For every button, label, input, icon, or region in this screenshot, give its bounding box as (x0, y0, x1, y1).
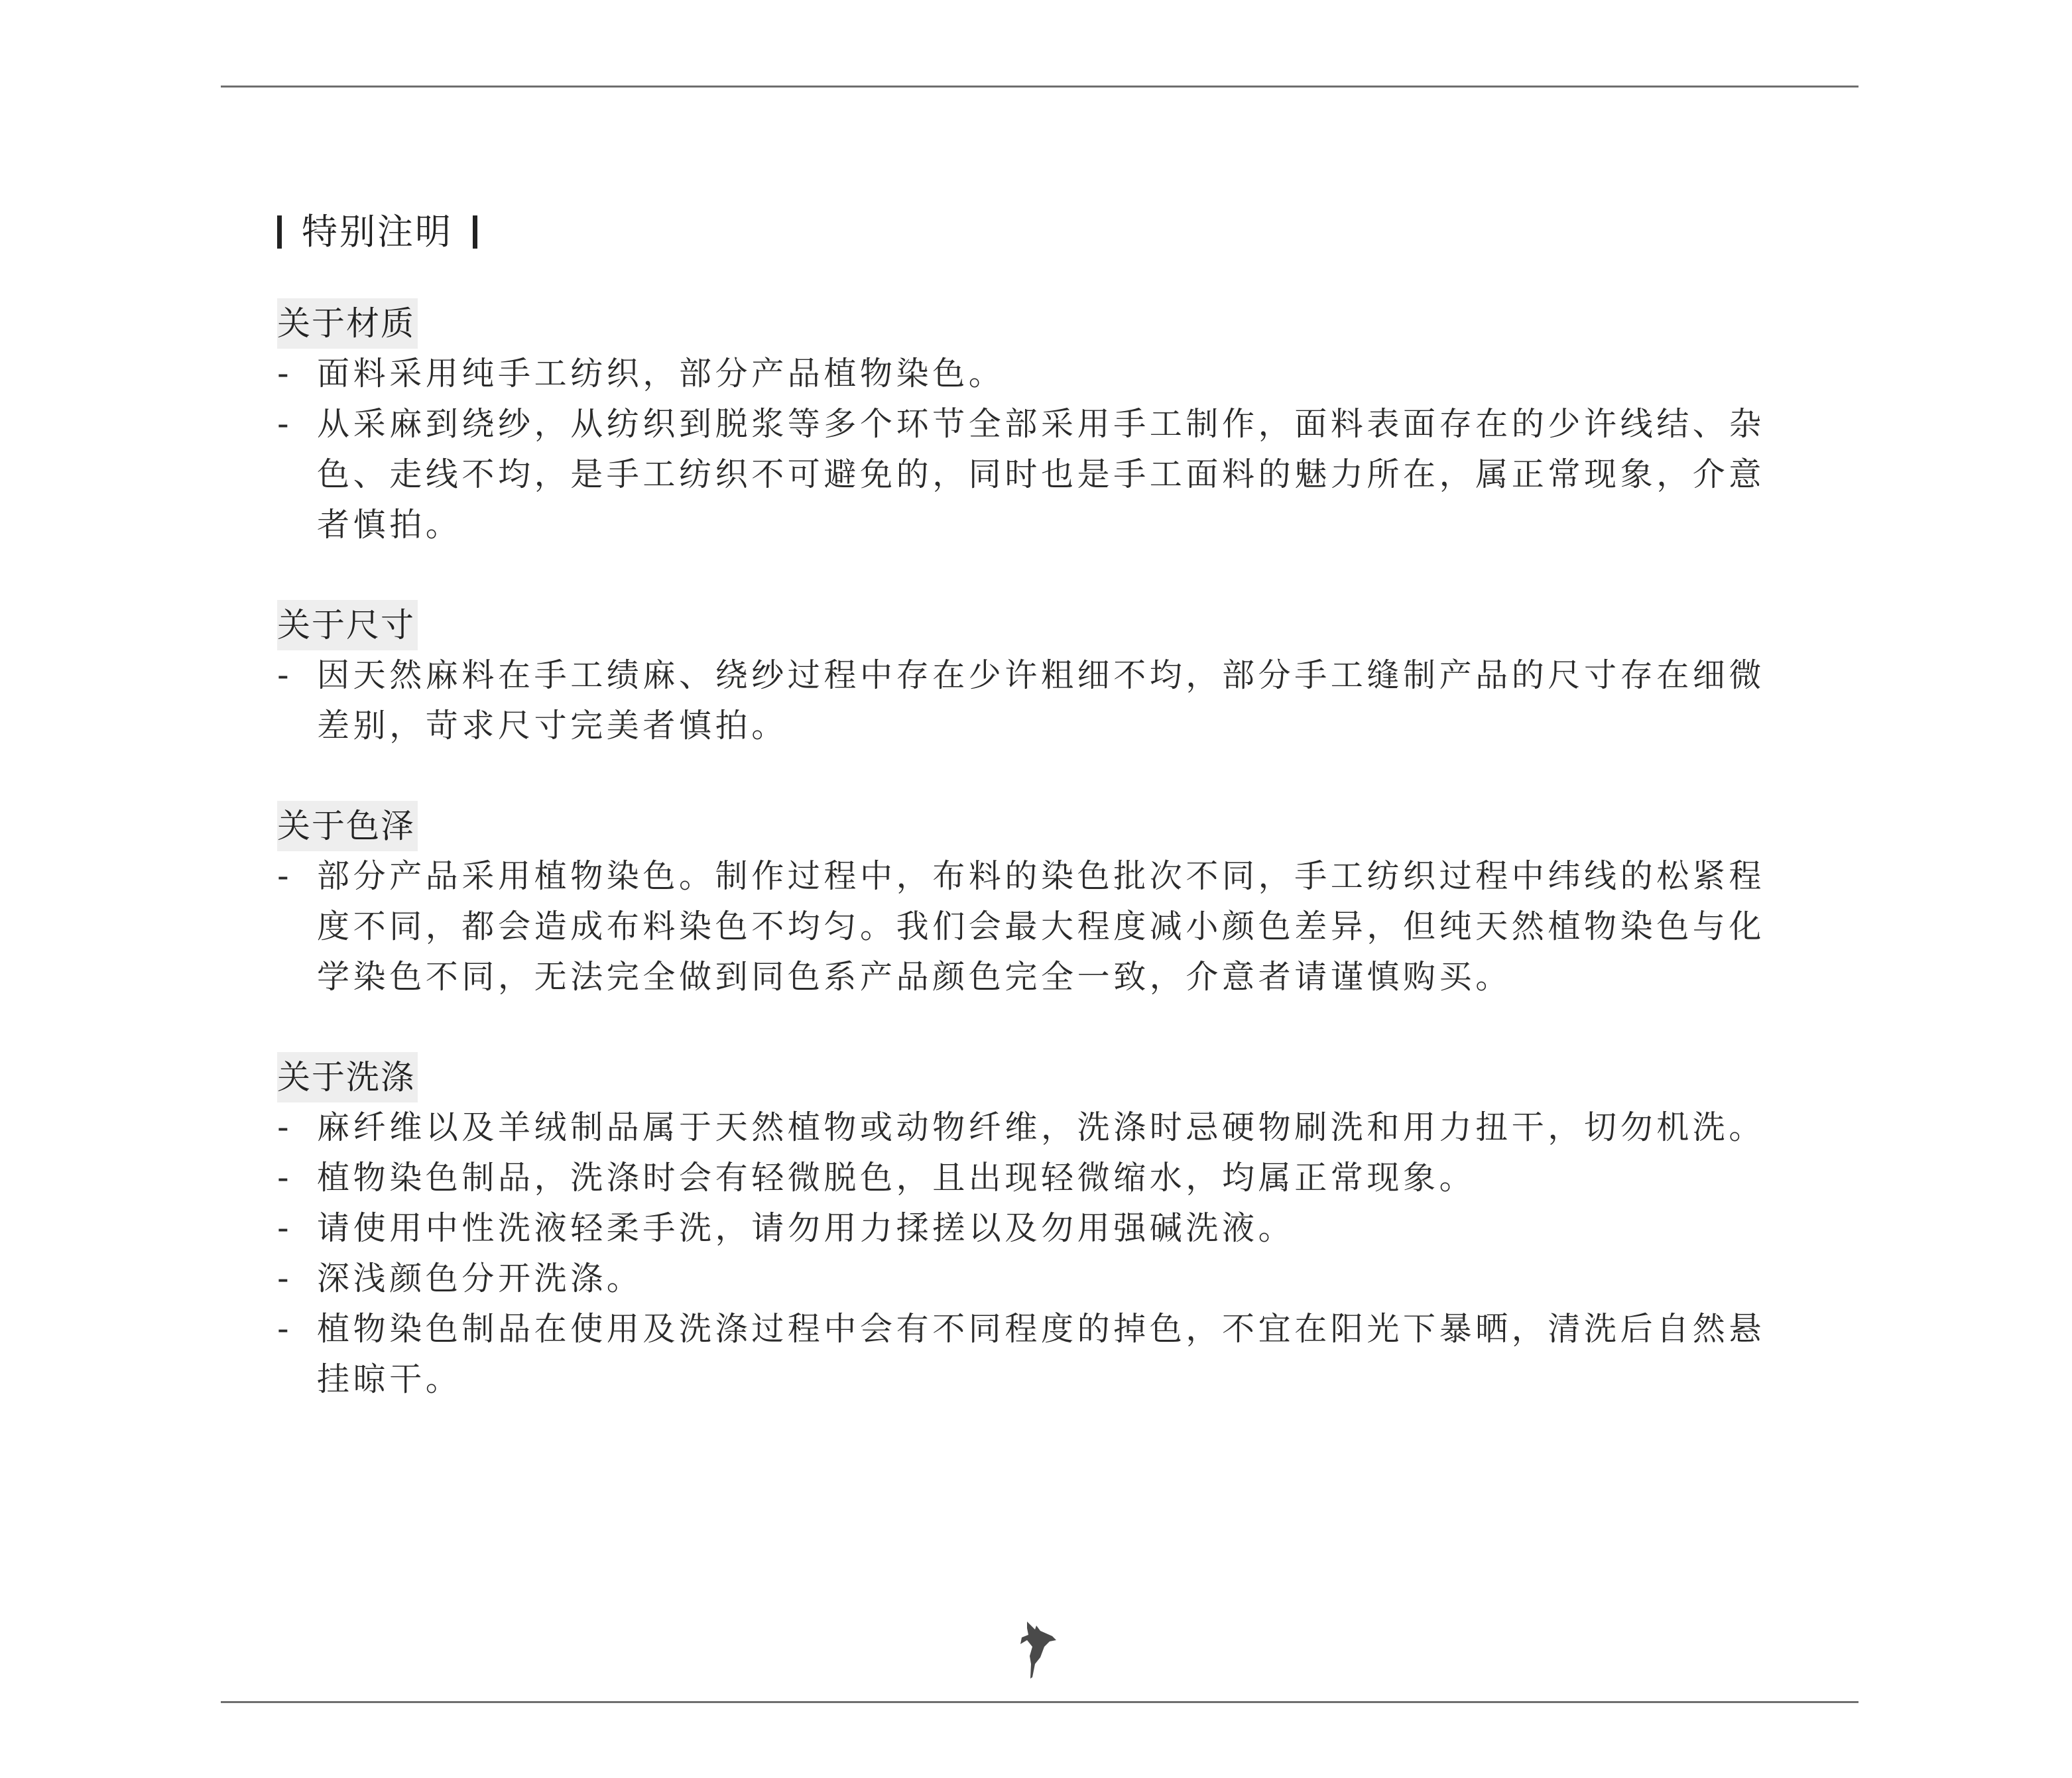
list-item (277, 650, 1789, 751)
bullet-list (277, 650, 1789, 751)
title-bar-right (473, 215, 477, 249)
bird-silhouette-graphic (1018, 1618, 1058, 1684)
list-item (277, 1254, 1789, 1304)
list-item-text: 从采麻到绕纱，从纺织到脱浆等多个环节全部采用手工制作，面料表面存在的少许线结、杂色、走线不均，是手工纺织不可避免的，同时也是手工面料的魅力所在，属正常现象，介意者慎拍。 (317, 405, 1766, 544)
bullet-dash: - (277, 656, 293, 694)
bottom-divider (221, 1701, 1859, 1703)
list-item-text: 面料采用纯手工纺织，部分产品植物染色。 (317, 355, 1005, 392)
page-title (277, 199, 1789, 265)
bullet-dash: - (277, 1108, 293, 1146)
section-color (277, 801, 1789, 1002)
section-washing (277, 1052, 1789, 1405)
list-item-text: 深浅颜色分开洗涤。 (317, 1260, 643, 1297)
bullet-dash: - (277, 1209, 293, 1247)
bullet-dash: - (277, 355, 293, 392)
page-title-text: 特别注明 (302, 211, 453, 253)
list-item-text: 植物染色制品在使用及洗涤过程中会有不同程度的掉色，不宜在阳光下暴晒，清洗后自然悬挂晾干。 (317, 1310, 1766, 1398)
bird-silhouette-icon (1018, 1618, 1058, 1684)
bullet-dash: - (277, 857, 293, 895)
bird-shape (1020, 1622, 1056, 1679)
title-bar-left (277, 215, 282, 249)
bullet-dash: - (277, 1260, 293, 1297)
special-notes (277, 199, 1789, 1405)
section-heading: 关于尺寸 (277, 600, 418, 650)
list-item (277, 399, 1789, 550)
list-item (277, 851, 1789, 1002)
bullet-dash: - (277, 1310, 293, 1348)
bullet-list (277, 349, 1789, 550)
bullet-list (277, 851, 1789, 1002)
list-item (277, 1153, 1789, 1203)
section-material (277, 298, 1789, 550)
section-size (277, 600, 1789, 751)
section-heading: 关于色泽 (277, 801, 418, 851)
section-heading: 关于洗涤 (277, 1052, 418, 1102)
list-item-text: 请使用中性洗液轻柔手洗，请勿用力揉搓以及勿用强碱洗液。 (317, 1209, 1295, 1247)
top-divider (221, 86, 1859, 88)
list-item (277, 1102, 1789, 1153)
section-heading: 关于材质 (277, 298, 418, 349)
list-item-text: 因天然麻料在手工绩麻、绕纱过程中存在少许粗细不均，部分手工缝制产品的尺寸存在细微差别，苛求尺寸完美者慎拍。 (317, 656, 1766, 744)
list-item (277, 1203, 1789, 1254)
list-item-text: 植物染色制品，洗涤时会有轻微脱色，且出现轻微缩水，均属正常现象。 (317, 1159, 1476, 1197)
bullet-dash: - (277, 1159, 293, 1197)
bullet-dash: - (277, 405, 293, 443)
list-item-text: 部分产品采用植物染色。制作过程中，布料的染色批次不同，手工纺织过程中纬线的松紧程度不同，都会造成布料染色不均匀。我们会最大程度减小颜色差异，但纯天然植物染色与化学染色不同，无法完全做到同色系产品颜色完全一致，介意者请谨慎购买。 (317, 857, 1766, 996)
bullet-list (277, 1102, 1789, 1405)
list-item (277, 349, 1789, 399)
list-item (277, 1304, 1789, 1405)
list-item-text: 麻纤维以及羊绒制品属于天然植物或动物纤维，洗涤时忌硬物刷洗和用力扭干，切勿机洗。 (317, 1108, 1766, 1146)
